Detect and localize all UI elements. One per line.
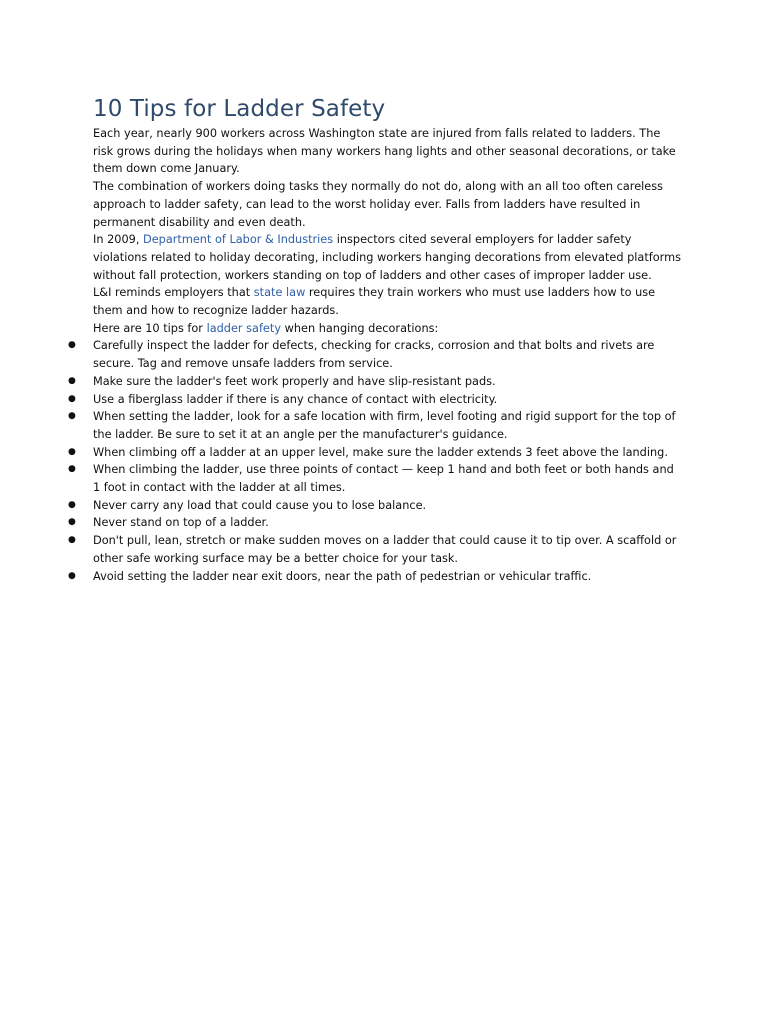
tips-list [68, 337, 683, 585]
list-item [68, 568, 683, 586]
tip-text: When climbing the ladder, use three points of contact — keep 1 hand and both feet or both hands and 1 foot in contact with the ladder at all times. [93, 463, 674, 495]
bullet-icon: ● [68, 535, 76, 546]
paragraph-intro: Each year, nearly 900 workers across Washington state are injured from falls related to ladders. The risk grows during the holidays when many workers hang lights and other seasonal decorations, or take them down come January. [93, 127, 676, 176]
paragraph-state-law [93, 284, 683, 319]
tip-text: Never carry any load that could cause you to lose balance. [93, 498, 427, 512]
labor-industries-link[interactable]: Department of Labor & Industries [143, 233, 334, 247]
list-item [68, 391, 683, 409]
bullet-icon: ● [68, 393, 76, 404]
list-item [68, 514, 683, 532]
tip-text: Carefully inspect the ladder for defects, checking for cracks, corrosion and that bolts and rivets are secure. Tag and remove unsafe ladders from service. [93, 339, 655, 371]
list-item [68, 461, 683, 496]
bullet-icon: ● [68, 340, 76, 351]
bullet-icon: ● [68, 375, 76, 386]
paragraph-state-law-lead: L&I reminds employers that [93, 286, 254, 300]
bullet-icon: ● [68, 570, 76, 581]
list-item [68, 532, 683, 567]
bullet-icon: ● [68, 499, 76, 510]
tip-text: Use a fiberglass ladder if there is any chance of contact with electricity. [93, 392, 498, 406]
list-item [68, 408, 683, 443]
list-item [68, 444, 683, 462]
tip-text: When setting the ladder, look for a safe location with firm, level footing and rigid support for the top of the ladder. Be sure to set it at an angle per the manufacturer's guidance. [93, 410, 676, 441]
article-body [68, 125, 683, 585]
paragraph-combination: The combination of workers doing tasks they normally do not do, along with an all too often careless approach to ladder safety, can lead to the worst holiday ever. Falls from ladders have resulted in permanent disability and even death. [93, 180, 664, 229]
ladder-safety-link[interactable]: ladder safety [206, 321, 282, 335]
list-item [68, 373, 683, 391]
tip-text: Never stand on top of a ladder. [93, 516, 269, 530]
list-item [68, 337, 683, 372]
tip-text: Make sure the ladder's feet work properly and have slip-resistant pads. [93, 374, 496, 388]
tip-text: Avoid setting the ladder near exit doors, near the path of pedestrian or vehicular traffic. [93, 569, 592, 583]
paragraph-tips-rest: when hanging decorations: [281, 321, 439, 335]
paragraph-tips-lead: Here are 10 tips for [93, 321, 207, 335]
bullet-icon: ● [68, 411, 76, 422]
tip-text: When climbing off a ladder at an upper level, make sure the ladder extends 3 feet above the landing. [93, 445, 668, 459]
page-title: 10 Tips for Ladder Safety [93, 96, 386, 122]
paragraph-citations-lead: In 2009, [93, 233, 144, 247]
list-item [68, 497, 683, 515]
tip-text: Don't pull, lean, stretch or make sudden moves on a ladder that could cause it to tip over. A scaffold or other safe working surface may be a better choice for your task. [93, 534, 677, 565]
paragraph-citations-rest: inspectors cited several employers for ladder safety violations related to holiday decorating, including workers hanging decorations from elevated platforms without fall protection, workers standing on top of ladders and other cases of improper ladder use. [93, 233, 682, 282]
bullet-icon: ● [68, 464, 76, 475]
bullet-icon: ● [68, 446, 76, 457]
paragraph-tips-intro [93, 320, 683, 338]
paragraph-citations [93, 231, 683, 284]
paragraph-state-law-rest: requires they train workers who must use ladders how to use them and how to recognize ladder hazards. [93, 286, 656, 318]
bullet-icon: ● [68, 517, 76, 528]
state-law-link[interactable]: state law [253, 286, 306, 300]
